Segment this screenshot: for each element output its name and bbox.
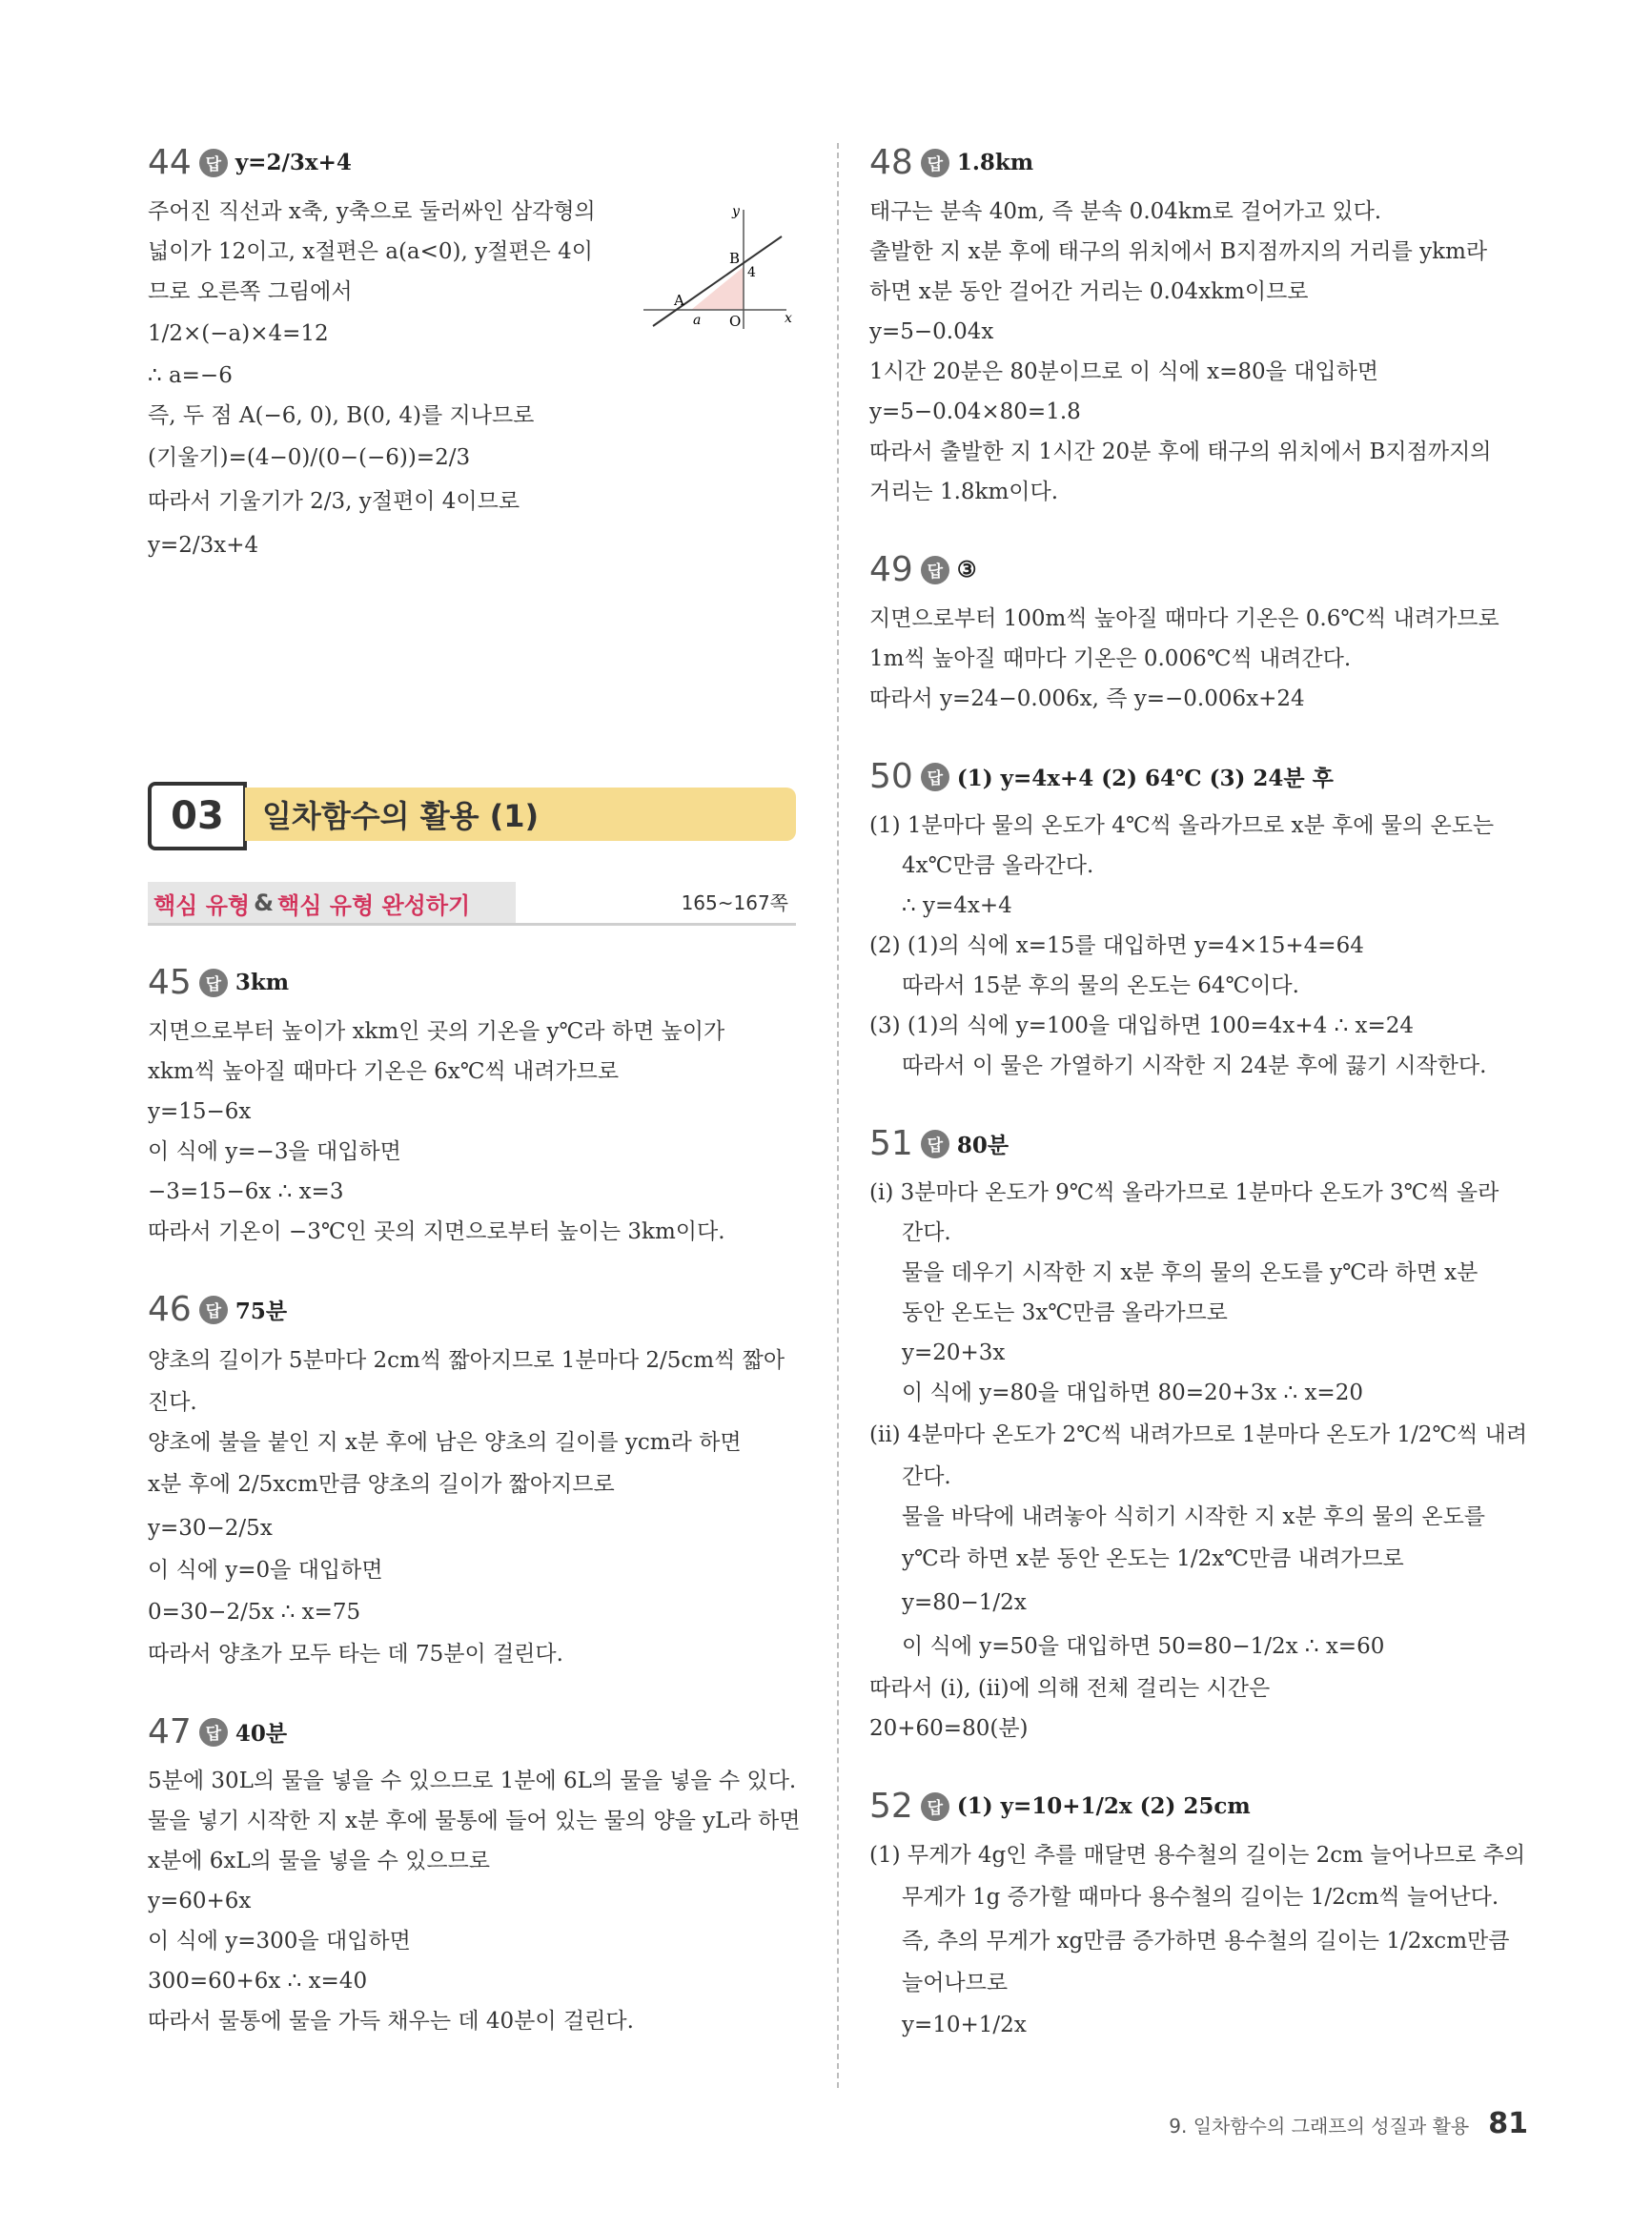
- x-intercept-label: a: [693, 313, 702, 328]
- text-line: 므로 오른쪽 그림에서: [148, 279, 353, 304]
- text-line: y=5−0.04×80=1.8: [869, 399, 1081, 424]
- text-line: y=2/3x+4: [148, 533, 259, 558]
- text-line: 양초의 길이가 5분마다 2cm씩 짧아지므로 1분마다 2/5cm씩 짧아: [148, 1348, 785, 1373]
- text-line: 따라서 기울기가 2/3, y절편이 4이므로: [148, 489, 520, 514]
- point-b-label: B: [729, 250, 741, 267]
- column-divider: [837, 143, 839, 2088]
- text-line: 넓이가 12이고, x절편은 a(a<0), y절편은 4이: [148, 239, 593, 264]
- problem-number: 46: [148, 1290, 192, 1329]
- answer-badge: 답: [199, 149, 228, 177]
- text-line: 물을 바닥에 내려놓아 식히기 시작한 지 x분 후의 물의 온도를: [902, 1504, 1486, 1529]
- core-type-tab: [148, 882, 516, 924]
- answer-badge: 답: [199, 1296, 228, 1324]
- text-line: 무게가 1g 증가할 때마다 용수철의 길이는 1/2cm씩 늘어난다.: [902, 1885, 1499, 1910]
- answer: 75분: [235, 1299, 288, 1324]
- text-line: (1) 무게가 4g인 추를 매달면 용수철의 길이는 2cm 늘어나므로 추의: [869, 1843, 1526, 1868]
- text-line: 따라서 이 물은 가열하기 시작한 지 24분 후에 끓기 시작한다.: [902, 1054, 1487, 1078]
- underline: [148, 923, 796, 926]
- text-line: 즉, 추의 무게가 xg만큼 증가하면 용수철의 길이는 1/2xcm만큼: [902, 1929, 1510, 1954]
- text-line: 따라서 기온이 −3℃인 곳의 지면으로부터 높이는 3km이다.: [148, 1219, 725, 1244]
- text-line: 출발한 지 x분 후에 태구의 위치에서 B지점까지의 거리를 ykm라: [869, 239, 1488, 264]
- answer-badge: 답: [199, 969, 228, 997]
- answer-badge: 답: [921, 1130, 949, 1158]
- text-line: 0=30−2/5x ∴ x=75: [148, 1600, 361, 1625]
- answer: ③: [956, 557, 977, 583]
- text-line: 5분에 30L의 물을 넣을 수 있으므로 1분에 6L의 물을 넣을 수 있다.: [148, 1769, 797, 1793]
- problem-number: 51: [869, 1124, 913, 1163]
- text-line: y=15−6x: [148, 1099, 252, 1124]
- answer-badge: 답: [921, 1792, 949, 1821]
- core-type-complete-label: 핵심 유형 완성하기: [277, 891, 471, 919]
- ampersand: &: [254, 890, 275, 916]
- text-line: y℃라 하면 x분 동안 온도는 1/2x℃만큼 내려가므로: [902, 1546, 1404, 1571]
- x-axis-label: x: [785, 311, 792, 326]
- right-column: [869, 143, 1527, 2085]
- section-header: [148, 782, 796, 847]
- text-line: y=60+6x: [148, 1889, 252, 1913]
- text-line: xkm씩 높아질 때마다 기온은 6x℃씩 내려가므로: [148, 1059, 620, 1084]
- text-line: 주어진 직선과 x축, y축으로 둘러싸인 삼각형의: [148, 199, 596, 224]
- text-line: y=30−2/5x: [148, 1516, 273, 1541]
- problem-44: [148, 143, 806, 567]
- problem-number: 47: [148, 1712, 192, 1751]
- problem-number: 52: [869, 1787, 913, 1826]
- text-line: 이 식에 y=80을 대입하면 80=20+3x ∴ x=20: [902, 1381, 1363, 1405]
- text-line: 1시간 20분은 80분이므로 이 식에 x=80을 대입하면: [869, 359, 1379, 384]
- text-line: x분 후에 2/5xcm만큼 양초의 길이가 짧아지므로: [148, 1472, 615, 1497]
- text-line: (ii) 4분마다 온도가 2℃씩 내려가므로 1분마다 온도가 1/2℃씩 내려: [869, 1422, 1528, 1447]
- chapter-title: 9. 일차함수의 그래프의 성질과 활용: [1169, 2115, 1470, 2138]
- text-line: 이 식에 y=0을 대입하면: [148, 1558, 383, 1583]
- problem-45: [148, 963, 806, 1252]
- y-intercept-label: 4: [747, 265, 756, 280]
- text-line: 지면으로부터 높이가 xkm인 곳의 기온을 y℃라 하면 높이가: [148, 1019, 725, 1044]
- text-line: 지면으로부터 100m씩 높아질 때마다 기온은 0.6℃씩 내려가므로: [869, 606, 1499, 631]
- problem-47: [148, 1712, 806, 2041]
- text-line: (i) 3분마다 온도가 9℃씩 올라가므로 1분마다 온도가 3℃씩 올라: [869, 1180, 1499, 1205]
- problem-number: 45: [148, 963, 192, 1002]
- text-line: 따라서 (i), (ii)에 의해 전체 걸리는 시간은: [869, 1676, 1271, 1701]
- section-title: 일차함수의 활용 (1): [245, 788, 796, 841]
- answer: 40분: [235, 1721, 288, 1747]
- problem-50: [869, 757, 1527, 1086]
- text-line: 간다.: [902, 1464, 951, 1489]
- text-line: 300=60+6x ∴ x=40: [148, 1969, 368, 1994]
- shaded-triangle: [691, 267, 744, 310]
- section-number: 03: [148, 782, 247, 850]
- text-line: 동안 온도는 3x℃만큼 올라가므로: [902, 1300, 1228, 1325]
- answer-badge: 답: [921, 556, 949, 584]
- text-line: y=20+3x: [902, 1340, 1006, 1365]
- problem-51: [869, 1124, 1527, 1749]
- text-line: ∴ a=−6: [148, 363, 233, 388]
- text-line: 간다.: [902, 1220, 951, 1245]
- left-column: [148, 143, 806, 605]
- text-line: 태구는 분속 40m, 즉 분속 0.04km로 걸어가고 있다.: [869, 199, 1382, 224]
- origin-label: O: [729, 313, 742, 330]
- text-line: x분에 6xL의 물을 넣을 수 있으므로: [148, 1849, 491, 1873]
- answer: 3km: [235, 970, 290, 995]
- point-a-label: A: [674, 292, 684, 309]
- text-line: 양초에 불을 붙인 지 x분 후에 남은 양초의 길이를 ycm라 하면: [148, 1430, 742, 1455]
- problem-49: [869, 550, 1527, 719]
- text-line: y=80−1/2x: [902, 1590, 1027, 1615]
- text-line: ∴ y=4x+4: [902, 893, 1012, 918]
- text-line: 물을 넣기 시작한 지 x분 후에 물통에 들어 있는 물의 양을 yL라 하면: [148, 1809, 801, 1833]
- text-line: 따라서 물통에 물을 가득 채우는 데 40분이 걸린다.: [148, 2009, 634, 2034]
- answer: (1) y=10+1/2x (2) 25cm: [956, 1793, 1251, 1819]
- text-line: 따라서 출발한 지 1시간 20분 후에 태구의 위치에서 B지점까지의: [869, 440, 1492, 464]
- text-line: (1) 1분마다 물의 온도가 4℃씩 올라가므로 x분 후에 물의 온도는: [869, 813, 1495, 838]
- text-line: 1m씩 높아질 때마다 기온은 0.006℃씩 내려간다.: [869, 646, 1352, 671]
- page-footer: [1169, 2107, 1528, 2140]
- text-line: (3) (1)의 식에 y=100을 대입하면 100=4x+4 ∴ x=24: [869, 1013, 1415, 1038]
- text-line: y=10+1/2x: [902, 2013, 1027, 2037]
- core-type-bar: [148, 882, 796, 926]
- answer: y=2/3x+4: [235, 150, 352, 175]
- core-type-label: 핵심 유형: [153, 891, 251, 919]
- text-line: 이 식에 y=300을 대입하면: [148, 1929, 411, 1954]
- text-line: y=5−0.04x: [869, 319, 994, 344]
- problem-number: 48: [869, 143, 913, 182]
- graph-line: [653, 236, 782, 326]
- problem-number: 50: [869, 757, 913, 796]
- text-line: 늘어나므로: [902, 1971, 1009, 1995]
- text-line: (기울기)=(4−0)/(0−(−6))=2/3: [148, 445, 471, 470]
- text-line: 이 식에 y=−3을 대입하면: [148, 1139, 401, 1164]
- problem-52: [869, 1787, 1527, 2047]
- answer-badge: 답: [921, 149, 949, 177]
- text-line: 거리는 1.8km이다.: [869, 480, 1059, 504]
- text-line: 즉, 두 점 A(−6, 0), B(0, 4)를 지나므로: [148, 403, 535, 428]
- problem-48: [869, 143, 1527, 512]
- problem-46: [148, 1290, 806, 1674]
- y-axis-label: y: [732, 204, 740, 219]
- text-line: 진다.: [148, 1390, 197, 1415]
- text-line: 4x℃만큼 올라간다.: [902, 853, 1094, 878]
- text-line: (2) (1)의 식에 x=15를 대입하면 y=4×15+4=64: [869, 933, 1364, 958]
- answer-badge: 답: [199, 1718, 228, 1747]
- page-number: 81: [1488, 2107, 1528, 2140]
- answer-badge: 답: [921, 763, 949, 791]
- left-column-lower: [148, 963, 806, 2079]
- text-line: 따라서 15분 후의 물의 온도는 64℃이다.: [902, 973, 1299, 998]
- text-line: 이 식에 y=50을 대입하면 50=80−1/2x ∴ x=60: [902, 1634, 1385, 1659]
- answer: 1.8km: [956, 150, 1034, 175]
- problem-number: 49: [869, 550, 913, 589]
- answer: (1) y=4x+4 (2) 64℃ (3) 24분 후: [956, 766, 1334, 791]
- problem-number: 44: [148, 143, 192, 182]
- page-range: 165~167쪽: [681, 891, 788, 914]
- answer: 80분: [956, 1133, 1010, 1158]
- text-line: 따라서 양초가 모두 타는 데 75분이 걸린다.: [148, 1642, 563, 1667]
- triangle-graph-figure: [634, 200, 796, 334]
- text-line: 1/2×(−a)×4=12: [148, 321, 329, 346]
- text-line: −3=15−6x ∴ x=3: [148, 1179, 344, 1204]
- text-line: 20+60=80(분): [869, 1716, 1029, 1741]
- text-line: 하면 x분 동안 걸어간 거리는 0.04xkm이므로: [869, 279, 1309, 304]
- text-line: 물을 데우기 시작한 지 x분 후의 물의 온도를 y℃라 하면 x분: [902, 1260, 1479, 1285]
- text-line: 따라서 y=24−0.006x, 즉 y=−0.006x+24: [869, 686, 1305, 711]
